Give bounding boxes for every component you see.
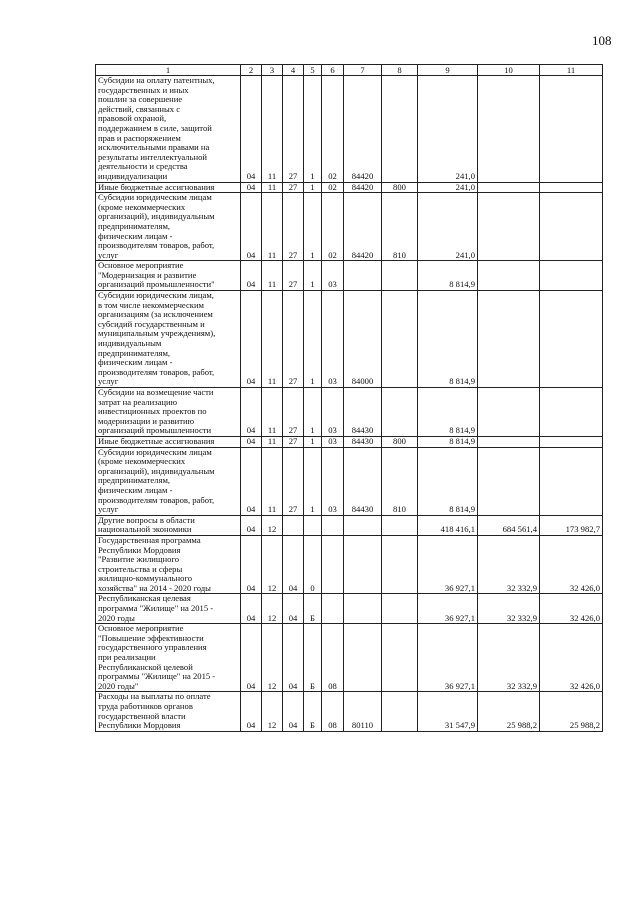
cell-col-6: 02 bbox=[322, 76, 344, 183]
table-row bbox=[96, 436, 603, 447]
cell-col-3: 12 bbox=[262, 535, 283, 594]
cell-col-10: 32 332,9 bbox=[478, 624, 540, 692]
cell-col-11 bbox=[540, 76, 603, 183]
cell-col-11 bbox=[540, 447, 603, 515]
cell-col-11: 32 426,0 bbox=[540, 624, 603, 692]
column-header-5: 5 bbox=[304, 65, 322, 76]
cell-col-9: 36 927,1 bbox=[418, 594, 478, 624]
cell-col-10: 32 332,9 bbox=[478, 535, 540, 594]
table-row bbox=[96, 261, 603, 291]
cell-col-7: 84430 bbox=[344, 447, 382, 515]
row-name-cell: Расходы на выплаты по оплате труда работников органов государственной власти Республики Мордовия bbox=[96, 692, 241, 731]
row-name-cell: Основное мероприятие "Модернизация и развитие организаций промышленности" bbox=[96, 261, 241, 291]
cell-col-10 bbox=[478, 447, 540, 515]
cell-col-5 bbox=[304, 515, 322, 535]
cell-col-2: 04 bbox=[241, 447, 262, 515]
row-name-cell: Субсидии юридическим лицам (кроме некоммерческих организаций), индивидуальным предпринимателям, физическим лицам - производителям товаров, работ, услуг bbox=[96, 447, 241, 515]
cell-col-2: 04 bbox=[241, 436, 262, 447]
cell-col-6 bbox=[322, 594, 344, 624]
cell-col-7 bbox=[344, 535, 382, 594]
cell-col-4: 04 bbox=[283, 594, 304, 624]
cell-col-2: 04 bbox=[241, 291, 262, 388]
row-name-cell: Государственная программа Республики Мордовия "Развитие жилищного строительства и сферы жилищно-коммунального хозяйства" на 2014 - 2020 годы bbox=[96, 535, 241, 594]
column-header-2: 2 bbox=[241, 65, 262, 76]
cell-col-2: 04 bbox=[241, 692, 262, 731]
row-name-cell: Основное мероприятие "Повышение эффективности государственного управления при реализации Республиканской целевой программы "Жилище" на 2015 - 2020 годы" bbox=[96, 624, 241, 692]
cell-col-8: 800 bbox=[382, 182, 418, 193]
cell-col-11 bbox=[540, 193, 603, 261]
row-name-cell: Субсидии юридическим лицам, в том числе некоммерческим организациям (за исключением субсидий государственным и муниципальным учреждениям), индивидуальным предпринимателям, физическим лицам - производителям товаров, работ, услуг bbox=[96, 291, 241, 388]
cell-col-7: 84420 bbox=[344, 182, 382, 193]
row-name-cell: Иные бюджетные ассигнования bbox=[96, 436, 241, 447]
cell-col-10: 25 988,2 bbox=[478, 692, 540, 731]
cell-col-9: 8 814,9 bbox=[418, 291, 478, 388]
cell-col-5: Б bbox=[304, 624, 322, 692]
cell-col-3: 11 bbox=[262, 436, 283, 447]
cell-col-11 bbox=[540, 388, 603, 437]
cell-col-7 bbox=[344, 261, 382, 291]
cell-col-5: Б bbox=[304, 692, 322, 731]
cell-col-10: 684 561,4 bbox=[478, 515, 540, 535]
cell-col-3: 12 bbox=[262, 624, 283, 692]
cell-col-3: 11 bbox=[262, 388, 283, 437]
cell-col-6: 02 bbox=[322, 182, 344, 193]
column-header-4: 4 bbox=[283, 65, 304, 76]
cell-col-7 bbox=[344, 594, 382, 624]
cell-col-3: 11 bbox=[262, 291, 283, 388]
cell-col-6: 03 bbox=[322, 447, 344, 515]
table-header bbox=[96, 65, 603, 76]
cell-col-3: 11 bbox=[262, 76, 283, 183]
cell-col-4: 27 bbox=[283, 193, 304, 261]
table-body bbox=[96, 76, 603, 732]
cell-col-6: 08 bbox=[322, 692, 344, 731]
cell-col-4: 27 bbox=[283, 261, 304, 291]
cell-col-11 bbox=[540, 291, 603, 388]
cell-col-3: 12 bbox=[262, 692, 283, 731]
cell-col-9: 36 927,1 bbox=[418, 535, 478, 594]
cell-col-5: 1 bbox=[304, 76, 322, 183]
cell-col-8 bbox=[382, 515, 418, 535]
column-header-10: 10 bbox=[478, 65, 540, 76]
cell-col-4: 04 bbox=[283, 535, 304, 594]
cell-col-4: 27 bbox=[283, 436, 304, 447]
cell-col-11: 32 426,0 bbox=[540, 594, 603, 624]
cell-col-11 bbox=[540, 182, 603, 193]
cell-col-4: 27 bbox=[283, 76, 304, 183]
cell-col-4: 04 bbox=[283, 692, 304, 731]
row-name-cell: Субсидии на оплату патентных, государственных и иных пошлин за совершение действий, связанных с правовой охраной, поддержанием в силе, защитой прав и распоряжением исключительными правами на результаты интеллектуальной деятельности и средства индивидуализации bbox=[96, 76, 241, 183]
cell-col-9: 241,0 bbox=[418, 193, 478, 261]
cell-col-4: 27 bbox=[283, 291, 304, 388]
column-header-8: 8 bbox=[382, 65, 418, 76]
cell-col-8: 810 bbox=[382, 193, 418, 261]
cell-col-8 bbox=[382, 388, 418, 437]
cell-col-10 bbox=[478, 182, 540, 193]
cell-col-2: 04 bbox=[241, 76, 262, 183]
cell-col-2: 04 bbox=[241, 535, 262, 594]
cell-col-10 bbox=[478, 388, 540, 437]
column-header-9: 9 bbox=[418, 65, 478, 76]
cell-col-9: 241,0 bbox=[418, 76, 478, 183]
cell-col-9: 8 814,9 bbox=[418, 436, 478, 447]
cell-col-4: 27 bbox=[283, 388, 304, 437]
cell-col-8 bbox=[382, 692, 418, 731]
cell-col-7: 84420 bbox=[344, 193, 382, 261]
cell-col-8: 810 bbox=[382, 447, 418, 515]
cell-col-5: 1 bbox=[304, 388, 322, 437]
cell-col-9: 241,0 bbox=[418, 182, 478, 193]
cell-col-3: 11 bbox=[262, 182, 283, 193]
cell-col-9: 8 814,9 bbox=[418, 388, 478, 437]
cell-col-11 bbox=[540, 261, 603, 291]
cell-col-8 bbox=[382, 535, 418, 594]
page-number: 108 bbox=[592, 33, 612, 48]
cell-col-8 bbox=[382, 624, 418, 692]
table-row bbox=[96, 388, 603, 437]
column-header-6: 6 bbox=[322, 65, 344, 76]
cell-col-6: 03 bbox=[322, 436, 344, 447]
table-row bbox=[96, 594, 603, 624]
table-row bbox=[96, 76, 603, 183]
cell-col-7: 84420 bbox=[344, 76, 382, 183]
cell-col-7: 80110 bbox=[344, 692, 382, 731]
cell-col-5: 1 bbox=[304, 261, 322, 291]
cell-col-9: 8 814,9 bbox=[418, 447, 478, 515]
column-header-3: 3 bbox=[262, 65, 283, 76]
table-row bbox=[96, 624, 603, 692]
row-name-cell: Республиканская целевая программа "Жилище" на 2015 - 2020 годы bbox=[96, 594, 241, 624]
cell-col-4: 27 bbox=[283, 447, 304, 515]
cell-col-7: 84430 bbox=[344, 436, 382, 447]
cell-col-10 bbox=[478, 261, 540, 291]
cell-col-11: 32 426,0 bbox=[540, 535, 603, 594]
table-row bbox=[96, 447, 603, 515]
cell-col-10 bbox=[478, 291, 540, 388]
cell-col-5: 1 bbox=[304, 182, 322, 193]
row-name-cell: Другие вопросы в области национальной экономики bbox=[96, 515, 241, 535]
cell-col-7 bbox=[344, 515, 382, 535]
budget-table bbox=[95, 64, 603, 732]
table-row bbox=[96, 515, 603, 535]
table-row bbox=[96, 182, 603, 193]
table-row bbox=[96, 692, 603, 731]
cell-col-10 bbox=[478, 193, 540, 261]
table-row bbox=[96, 291, 603, 388]
cell-col-8 bbox=[382, 594, 418, 624]
cell-col-6 bbox=[322, 515, 344, 535]
row-name-cell: Субсидии на возмещение части затрат на реализацию инвестиционных проектов по модернизации и развитию организаций промышленности bbox=[96, 388, 241, 437]
cell-col-8: 800 bbox=[382, 436, 418, 447]
cell-col-5: 1 bbox=[304, 193, 322, 261]
cell-col-6: 03 bbox=[322, 388, 344, 437]
row-name-cell: Иные бюджетные ассигнования bbox=[96, 182, 241, 193]
cell-col-8 bbox=[382, 291, 418, 388]
cell-col-11: 25 988,2 bbox=[540, 692, 603, 731]
row-name-cell: Субсидии юридическим лицам (кроме некоммерческих организаций), индивидуальным предпринимателям, физическим лицам - производителям товаров, работ, услуг bbox=[96, 193, 241, 261]
cell-col-11 bbox=[540, 436, 603, 447]
cell-col-2: 04 bbox=[241, 624, 262, 692]
cell-col-4: 04 bbox=[283, 624, 304, 692]
cell-col-5: 1 bbox=[304, 447, 322, 515]
cell-col-5: 1 bbox=[304, 291, 322, 388]
cell-col-3: 11 bbox=[262, 261, 283, 291]
cell-col-11: 173 982,7 bbox=[540, 515, 603, 535]
cell-col-10: 32 332,9 bbox=[478, 594, 540, 624]
cell-col-10 bbox=[478, 436, 540, 447]
cell-col-3: 11 bbox=[262, 447, 283, 515]
cell-col-3: 12 bbox=[262, 515, 283, 535]
cell-col-6 bbox=[322, 535, 344, 594]
cell-col-9: 36 927,1 bbox=[418, 624, 478, 692]
cell-col-6: 03 bbox=[322, 261, 344, 291]
cell-col-8 bbox=[382, 261, 418, 291]
column-header-11: 11 bbox=[540, 65, 603, 76]
cell-col-9: 418 416,1 bbox=[418, 515, 478, 535]
cell-col-2: 04 bbox=[241, 182, 262, 193]
column-header-1: 1 bbox=[96, 65, 241, 76]
cell-col-3: 12 bbox=[262, 594, 283, 624]
cell-col-6: 03 bbox=[322, 291, 344, 388]
cell-col-9: 8 814,9 bbox=[418, 261, 478, 291]
cell-col-7: 84000 bbox=[344, 291, 382, 388]
table-row bbox=[96, 193, 603, 261]
cell-col-2: 04 bbox=[241, 193, 262, 261]
cell-col-10 bbox=[478, 76, 540, 183]
cell-col-7 bbox=[344, 624, 382, 692]
cell-col-8 bbox=[382, 76, 418, 183]
cell-col-2: 04 bbox=[241, 515, 262, 535]
column-header-7: 7 bbox=[344, 65, 382, 76]
cell-col-4 bbox=[283, 515, 304, 535]
cell-col-5: Б bbox=[304, 594, 322, 624]
cell-col-9: 31 547,9 bbox=[418, 692, 478, 731]
cell-col-2: 04 bbox=[241, 261, 262, 291]
cell-col-5: 0 bbox=[304, 535, 322, 594]
cell-col-4: 27 bbox=[283, 182, 304, 193]
cell-col-6: 02 bbox=[322, 193, 344, 261]
cell-col-6: 08 bbox=[322, 624, 344, 692]
cell-col-3: 11 bbox=[262, 193, 283, 261]
cell-col-5: 1 bbox=[304, 436, 322, 447]
cell-col-7: 84430 bbox=[344, 388, 382, 437]
table-row bbox=[96, 535, 603, 594]
cell-col-2: 04 bbox=[241, 594, 262, 624]
cell-col-2: 04 bbox=[241, 388, 262, 437]
